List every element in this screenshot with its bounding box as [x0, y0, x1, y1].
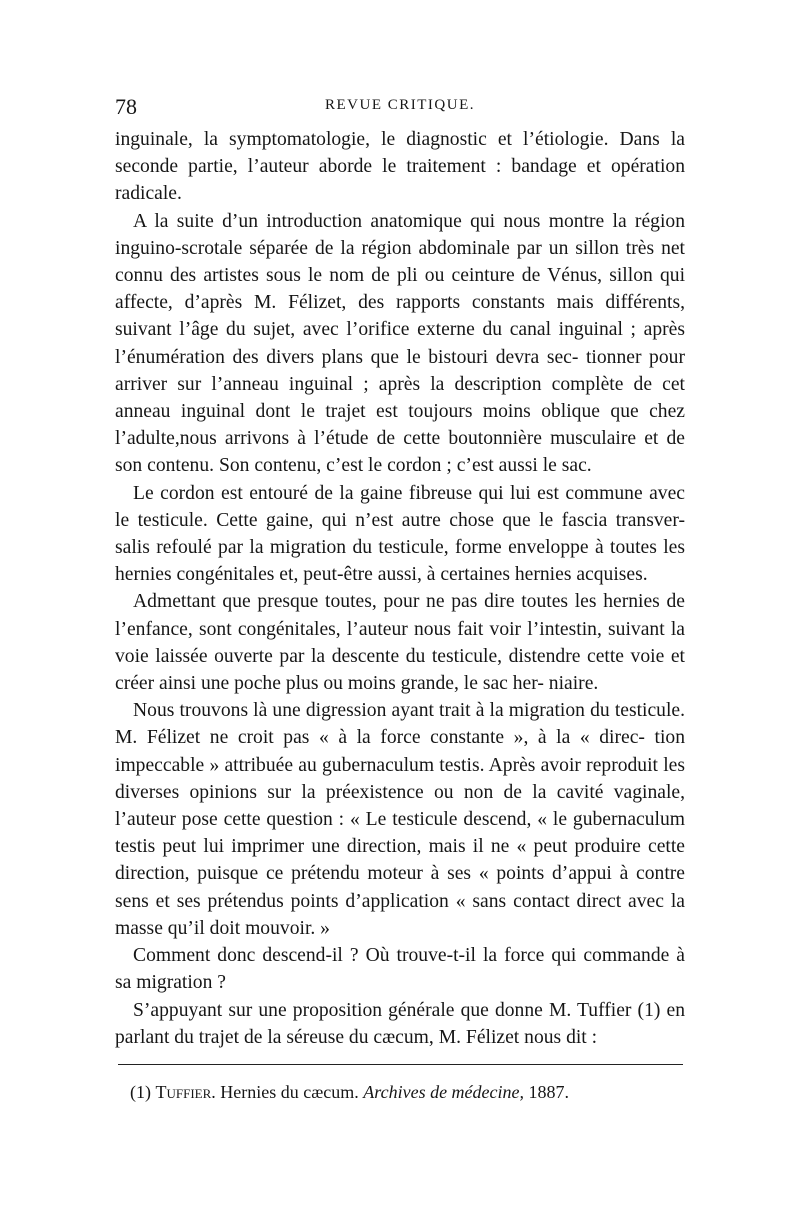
footnote-text: Hernies du cæcum. [220, 1082, 359, 1102]
text-line: de l’enfance, sont congénitales, l’auteur nous fait voir l’intestin, [115, 591, 685, 640]
text-line: suivant la voie laissée ouverte par la descente du testicule, distendre [115, 618, 685, 667]
body-text [115, 126, 685, 1051]
text-line: inguino-scrotale séparée de la région abdominale par un sillon très [115, 237, 655, 259]
text-line: inguinale, la symptomatologie, le diagnostic et l’étiologie. Dans la [115, 129, 685, 150]
paragraph [115, 208, 685, 480]
footnote-year: 1887. [528, 1082, 570, 1102]
text-line: testicule. M. Félizet ne croit pas « à la force constante », à la « direc- [115, 700, 685, 749]
running-title: REVUE CRITIQUE. [325, 97, 475, 113]
text-line: aussi le sac. [498, 455, 592, 477]
text-line: tion impeccable » attribuée au gubernaculum testis. Après avoir [115, 727, 685, 776]
paragraph [115, 997, 685, 1051]
text-line: cette voie et créer ainsi une poche plus ou moins grande, le sac her- [115, 645, 685, 695]
paragraph [115, 126, 685, 208]
paragraph [115, 942, 685, 996]
footnote-rule [118, 1064, 683, 1065]
text-line: complète de cet anneau inguinal dont le trajet est toujours moins [115, 373, 685, 423]
text-line: suivant l’âge du sujet, avec l’orifice externe du canal inguinal ; [115, 319, 636, 341]
text-line: net connu des artistes sous le nom de pli ou ceinture de Vénus, sillon [115, 237, 685, 287]
text-line: le testicule. Cette gaine, qui n’est autre chose que le fascia transver- [115, 509, 685, 531]
text-line: qui affecte, d’après M. Félizet, des rapports constants mais différents, [115, 265, 686, 314]
text-line: salis refoulé par la migration du testicule, forme enveloppe à toutes [115, 537, 657, 559]
text-line: oblique que chez l’adulte,nous arrivons à l’étude de cette boutonnière [115, 401, 685, 450]
text-line: tionner pour arriver sur l’anneau inguinal ; après la description [115, 346, 685, 395]
text-line: seconde partie, l’auteur aborde le traitement : bandage et opération [115, 156, 685, 178]
text-line: radicale. [115, 183, 182, 205]
text-line: S’appuyant sur une proposition générale que donne M. Tuffier (1) [133, 999, 661, 1021]
page-header [115, 94, 685, 122]
text-line: A la suite d’un introduction anatomique qui nous montre la région [133, 210, 685, 232]
text-line: cavité vaginale, l’auteur pose cette question : « Le testicule descend, [115, 781, 685, 831]
footnote-marker: (1) [130, 1082, 151, 1102]
text-line: acquises. [576, 564, 648, 586]
text-line: Admettant que presque toutes, pour ne pas dire toutes les hernies [133, 591, 660, 613]
text-line: reproduit les diverses opinions sur la préexistence ou non de la [115, 754, 685, 803]
text-line: en parlant du trajet de la séreuse du cæcum, M. Félizet nous dit : [115, 999, 685, 1048]
text-line: niaire. [548, 673, 599, 695]
footnote-journal: Archives de médecine, [363, 1082, 525, 1102]
text-line: « points d’appui à contre sens et ses prétendus points d’application [115, 863, 685, 912]
text-line: Le cordon est entouré de la gaine fibreuse qui lui est commune avec [133, 482, 685, 504]
text-line: « sans contact direct avec la masse qu’il doit mouvoir. » [115, 890, 685, 939]
text-line: « le gubernaculum testis peut lui imprimer une direction, mais il ne [115, 809, 685, 858]
text-line: sa migration ? [115, 972, 226, 994]
text-line: après l’énumération des divers plans que le bistouri devra sec- [115, 319, 685, 368]
text-line: « peut produire cette direction, puisque ce prétendu moteur à ses [115, 836, 685, 885]
text-line: les hernies congénitales et, peut-être aussi, à certaines hernies [115, 537, 685, 586]
footnote-author: Tuffier. [155, 1082, 216, 1102]
paragraph [115, 697, 685, 942]
footnote [130, 1080, 685, 1104]
paragraph [115, 588, 685, 697]
text-line: musculaire et de son contenu. Son contenu, c’est le cordon ; c’est [115, 428, 685, 477]
text-line: Comment donc descend-il ? Où trouve-t-il la force qui commande à [133, 945, 685, 967]
text-line: Nous trouvons là une digression ayant trait à la migration du [133, 700, 610, 722]
paragraph [115, 480, 685, 589]
page-number: 78 [115, 94, 137, 119]
